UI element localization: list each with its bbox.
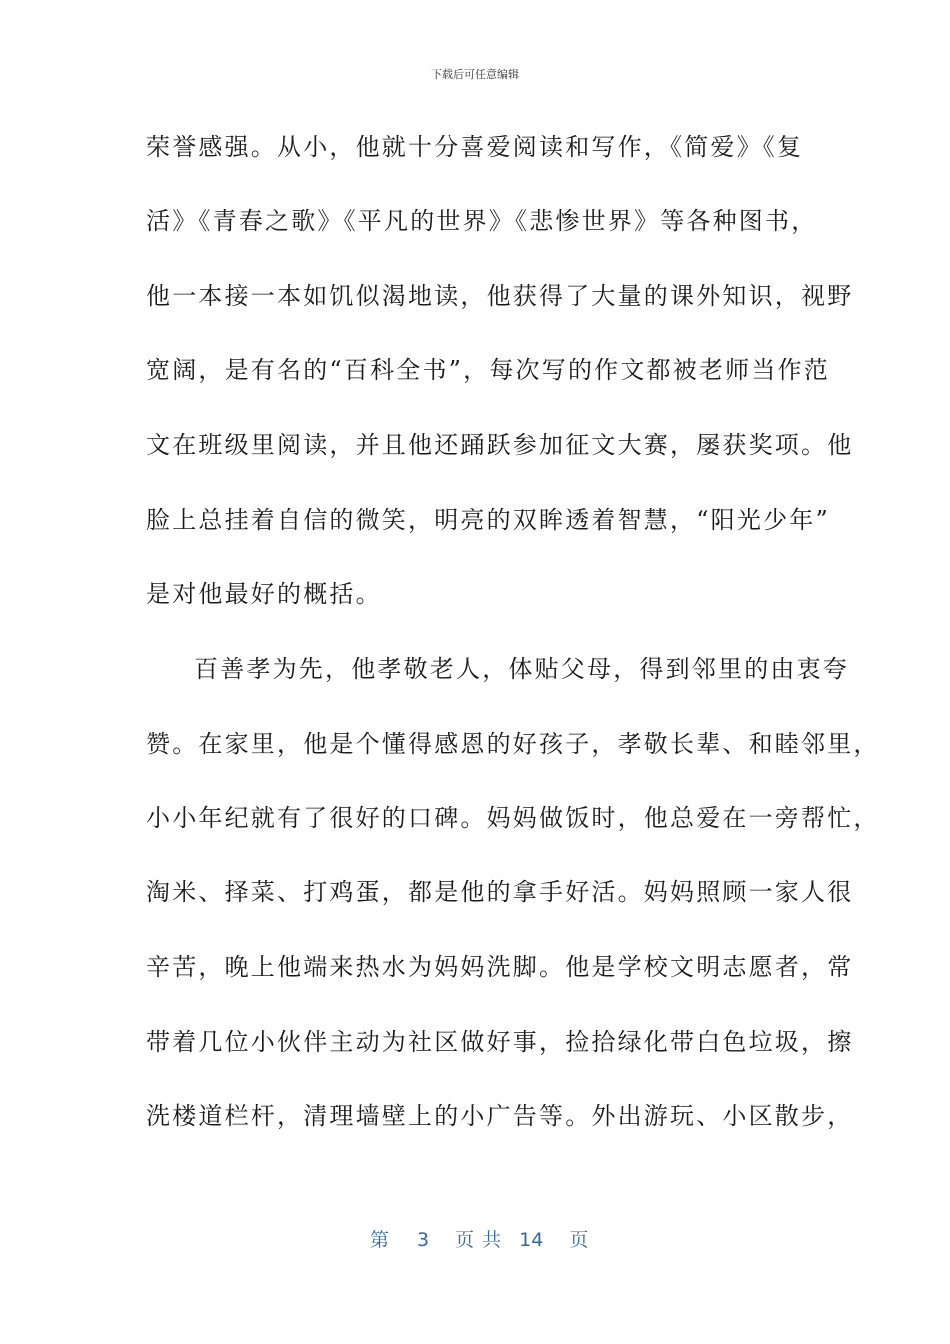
page-header-note: 下载后可任意编辑	[431, 68, 519, 81]
body-line: 带着几位小伙伴主动为社区做好事，捡拾绿化带白色垃圾，擦	[146, 1028, 854, 1056]
body-line: 脸上总挂着自信的微笑，明亮的双眸透着智慧，“阳光少年”	[146, 506, 830, 534]
footer-total-pages: 14	[519, 1229, 544, 1251]
body-line: 洗楼道栏杆，清理墙壁上的小广告等。外出游玩、小区散步，	[146, 1102, 854, 1130]
footer-suffix: 页	[569, 1229, 589, 1251]
body-line-indented: 百善孝为先，他孝敬老人，体贴父母，得到邻里的由衷夸	[194, 655, 849, 683]
body-line: 活》《青春之歌》《平凡的世界》《悲惨世界》等各种图书，	[146, 207, 818, 235]
body-line: 是对他最好的概括。	[146, 580, 382, 608]
body-line: 赞。在家里，他是个懂得感恩的好孩子，孝敬长辈、和睦邻里，	[146, 730, 880, 758]
body-line: 文在班级里阅读，并且他还踊跃参加征文大赛，屡获奖项。他	[146, 431, 854, 459]
body-line: 小小年纪就有了很好的口碑。妈妈做饭时，他总爱在一旁帮忙，	[146, 804, 880, 832]
body-line: 宽阔，是有名的“百科全书”，每次写的作文都被老师当作范	[146, 356, 830, 384]
footer-prefix: 第	[370, 1229, 390, 1251]
page-footer	[370, 1225, 588, 1252]
footer-page-number: 3	[417, 1229, 430, 1251]
body-line: 他一本接一本如饥似渴地读，他获得了大量的课外知识，视野	[146, 282, 854, 310]
body-line: 淘米、择菜、打鸡蛋，都是他的拿手好活。妈妈照顾一家人很	[146, 878, 854, 906]
footer-middle: 页共	[455, 1229, 510, 1251]
body-line: 荣誉感强。从小，他就十分喜爱阅读和写作，《简爱》《复	[146, 133, 804, 161]
body-line: 辛苦，晚上他端来热水为妈妈洗脚。他是学校文明志愿者，常	[146, 953, 854, 981]
